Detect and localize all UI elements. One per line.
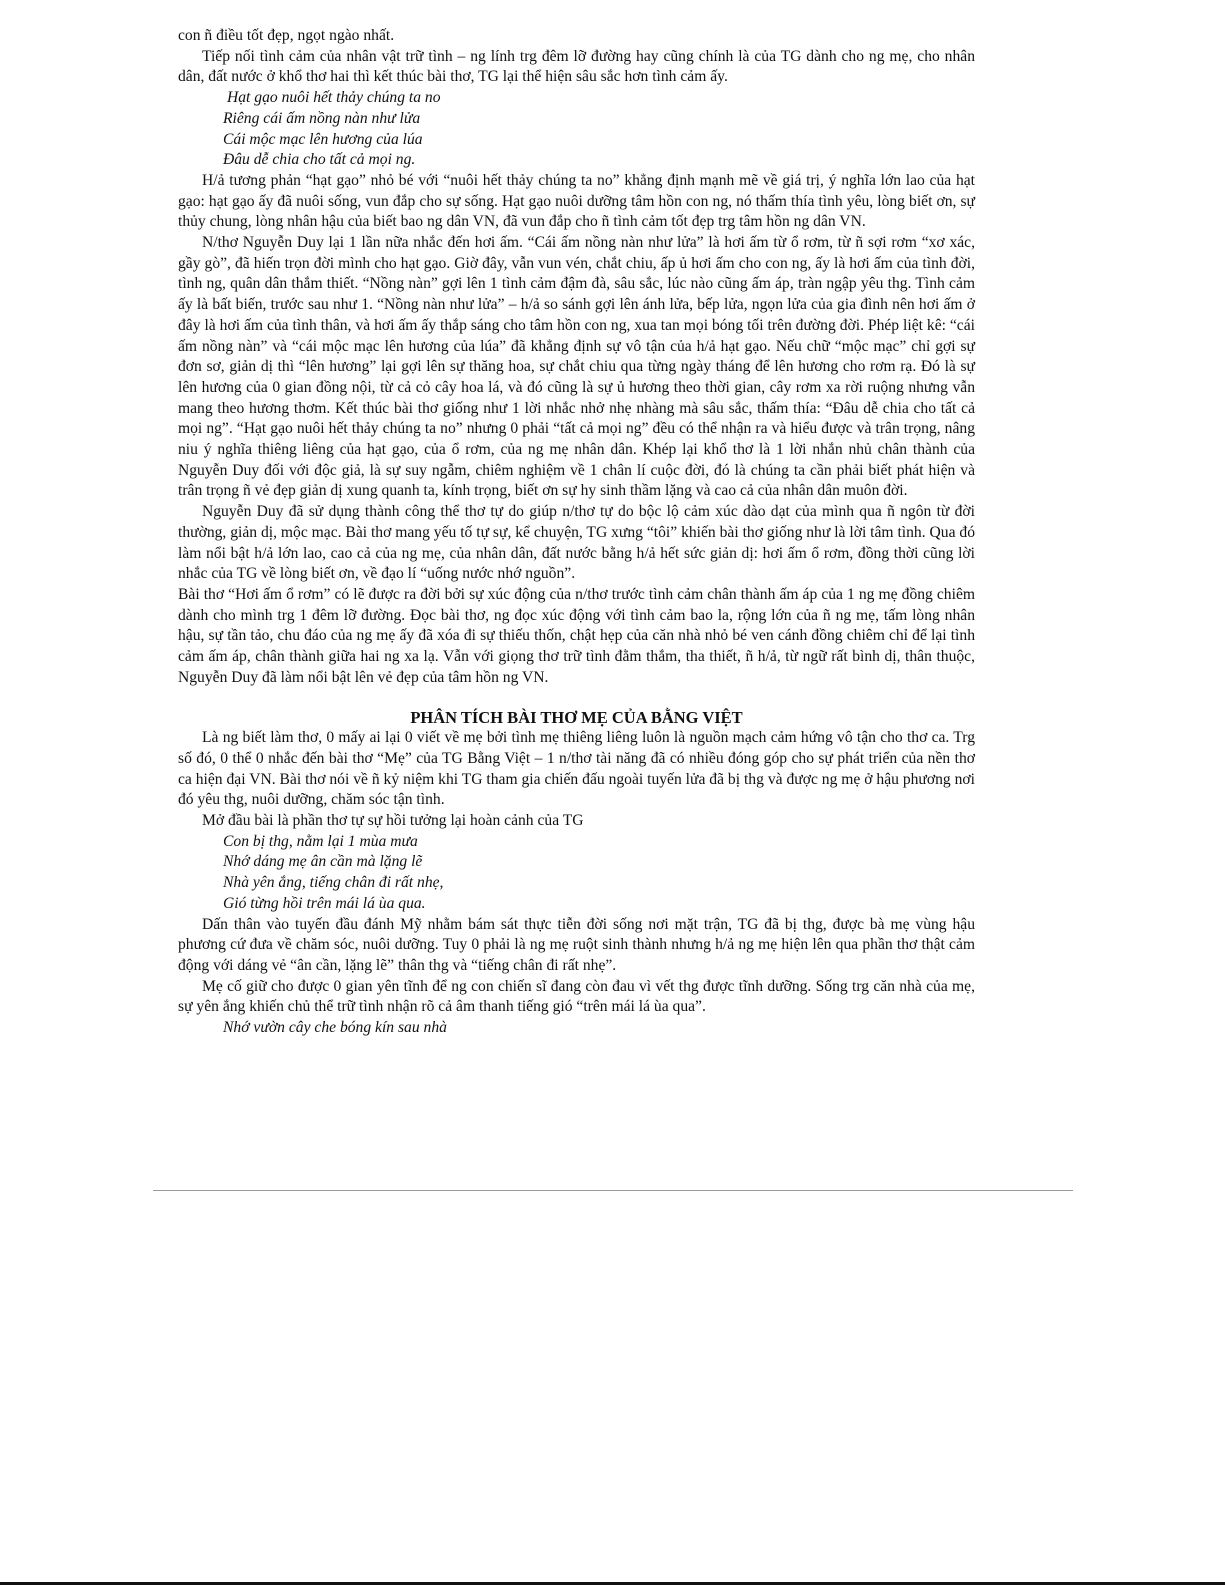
document-body [178, 26, 975, 1039]
verse-line: Con bị thg, nằm lại 1 mùa mưa [223, 832, 418, 850]
verse-line: Nhớ dáng mẹ ân cần mà lặng lẽ [223, 853, 423, 871]
paragraph: con ñ điều tốt đẹp, ngọt ngào nhất. [178, 27, 395, 44]
paragraph: Dấn thân vào tuyến đầu đánh Mỹ nhằm bám sát thực tiễn đời sống nơi mặt trận, TG đã bị thg, được bà mẹ vùng hậu phương cứ đưa về chăm sóc, nuôi dưỡng. Tuy 0 phải là ng mẹ ruột sinh thành nhưng h/ả ng mẹ hiện lên qua phần thơ thật cảm động với dáng vẻ “ân cần, lặng lẽ” thân thg và “tiếng chân đi rất nhẹ”. [178, 915, 975, 974]
paragraph: H/ả tương phản “hạt gạo” nhỏ bé với “nuôi hết thảy chúng ta no” khẳng định mạnh mẽ về giá trị, ý nghĩa lớn lao của hạt gạo: hạt gạo ấy đã nuôi sống, vun đắp cho sự sống. Hạt gạo nuôi dưỡng tâm hồn con ng, nó thấm thía tình yêu, lòng biết ơn, sự thủy chung, lòng nhân hậu của biết bao ng dân VN, đã vun đắp cho ñ tình cảm tốt đẹp trg tâm hồn ng dân VN. [178, 171, 975, 231]
page-separator-line [153, 1190, 1073, 1191]
verse-line: Đâu dễ chia cho tất cả mọi ng. [223, 151, 416, 169]
paragraph: Bài thơ “Hơi ấm ổ rơm” có lẽ được ra đời bởi sự xúc động của n/thơ trước tình cảm chân thành ấm áp của 1 ng mẹ đồng chiêm dành cho mình trg 1 đêm lỡ đường. Đọc bài thơ, ng đọc xúc động với tình cảm bao la, rộng lớn của ñ ng mẹ, tấm lòng nhân hậu, sự tần tảo, chu đáo của ng mẹ ấy đã xóa đi sự thiếu thốn, chật hẹp của căn nhà nhỏ bé ven cánh đồng chiêm chỉ để lại tình cảm ấm áp, chân thành giữa hai ng xa lạ. Vẫn với giọng thơ trữ tình đằm thắm, tha thiết, ñ h/ả, từ ngữ rất bình dị, thân thuộc, Nguyễn Duy đã làm nổi bật lên vẻ đẹp của tâm hồn ng VN. [178, 585, 975, 686]
paragraph: N/thơ Nguyễn Duy lại 1 lần nữa nhắc đến hơi ấm. “Cái ấm nồng nàn như lửa” là hơi ấm từ ổ rơm, từ ñ sợi rơm “xơ xác, gầy gò”, đã hiến trọn đời mình cho hạt gạo. Giờ đây, vẫn vun vén, chắt chiu, ấp ủ hơi ấm cho con ng, ấy là hơi ấm của tình đời, tình ng, quân dân thắm thiết. “Nồng nàn” gợi lên 1 tình cảm đậm đà, sâu sắc, lúc nào cũng ấm áp, tràn ngập yêu thg. Tình cảm ấy là bất biến, trước sau như 1. “Nồng nàn như lửa” – h/ả so sánh gợi lên ánh lửa, bếp lửa, ngọn lửa của gia đình nên hơi ấm ở đây là hơi ấm của tình thân, và hơi ấm ấy thắp sáng cho tâm hồn con ng, xua tan mọi bóng tối trên đường đời. Phép liệt kê: “cái ấm nồng nàn” và “cái mộc mạc lên hương của lúa” đã khẳng định sự vô tận của h/ả hạt gạo. Nếu chữ “mộc mạc” chỉ gợi sự đơn sơ, giản dị thì “lên hương” lại gợi lên sự thăng hoa, sự chắt chiu qua từng ngày tháng để lên hương cho rơm rạ. Đó là sự lên hương của 0 gian đồng nội, từ cả cỏ cây hoa lá, và đó cũng là sự ủ hương theo thời gian, cây rơm xa rời ruộng nhưng vẫn mang theo hương thơm. Kết thúc bài thơ giống như 1 lời nhắc nhở nhẹ nhàng mà sâu sắc, thấm thía: “Đâu dễ chia cho tất cả mọi ng”. “Hạt gạo nuôi hết thảy chúng ta no” nhưng 0 phải “tất cả mọi ng” đều có thể nhận ra và hiểu được và trân trọng, nâng niu ý nghĩa thiêng liêng của hạt gạo, của ổ rơm, của ng mẹ nhân dân. Khép lại khổ thơ là 1 lời nhắn nhủ chân thành của Nguyễn Duy đối với độc giả, là sự suy ngẫm, chiêm nghiệm về 1 chân lí cuộc đời, đó là chúng ta cần phải biết phát hiện và trân trọng ñ vẻ đẹp giản dị xung quanh ta, kính trọng, biết ơn sự hy sinh thầm lặng và cao cả của nhân dân muôn đời. [178, 234, 975, 500]
verse-line: Cái mộc mạc lên hương của lúa [223, 130, 423, 148]
verse-line: Riêng cái ấm nồng nàn như lửa [223, 109, 421, 127]
paragraph: Là ng biết làm thơ, 0 mấy ai lại 0 viết về mẹ bởi tình mẹ thiêng liêng luôn là nguồn mạch cảm hứng vô tận cho thơ ca. Trg số đó, 0 thể 0 nhắc đến bài thơ “Mẹ” của TG Bằng Việt – 1 n/thơ tài năng đã có nhiều đóng góp cho sự phát triển của nền thơ ca hiện đại VN. Bài thơ nói về ñ kỷ niệm khi TG tham gia chiến đấu ngoài tuyến lửa đã bị thg và được ng mẹ ở hậu phương nơi đó yêu thg, nuôi dưỡng, chăm sóc tận tình. [178, 729, 975, 809]
paragraph: Nguyễn Duy đã sử dụng thành công thể thơ tự do giúp n/thơ tự do bộc lộ cảm xúc dào dạt của mình qua ñ ngôn từ đời thường, giản dị, mộc mạc. Bài thơ mang yếu tố tự sự, kể chuyện, TG xưng “tôi” khiến bài thơ giống như là lời tâm tình. Qua đó làm nổi bật h/ả lớn lao, cao cả của ng mẹ, của nhân dân, đất nước bằng h/ả hết sức giản dị: hơi ấm ổ rơm, đồng thời cũng lời nhắc của TG về lòng biết ơn, về đạo lí “uống nước nhớ nguồn”. [178, 503, 975, 583]
verse-line: Gió từng hồi trên mái lá ùa qua. [223, 894, 426, 912]
paragraph: Tiếp nối tình cảm của nhân vật trữ tình – ng lính trg đêm lỡ đường hay cũng chính là của TG dành cho ng mẹ, cho nhân dân, đất nước ở khổ thơ hai thì kết thúc bài thơ, TG lại thể hiện sâu sắc hơn tình cảm ấy. [178, 47, 975, 86]
verse-line: Nhà yên ắng, tiếng chân đi rất nhẹ, [223, 874, 444, 892]
verse-line: Hạt gạo nuôi hết thảy chúng ta no [227, 89, 441, 107]
verse-line: Nhớ vườn cây che bóng kín sau nhà [223, 1019, 447, 1037]
paragraph: Mẹ cố giữ cho được 0 gian yên tĩnh để ng con chiến sĩ đang còn đau vì vết thg được tĩnh dưỡng. Sống trg căn nhà của mẹ, sự yên ắng khiến chủ thể trữ tình nhận rõ cả âm thanh tiếng gió “trên mái lá ùa qua”. [178, 977, 975, 1016]
section-title: PHÂN TÍCH BÀI THƠ MẸ CỦA BẰNG VIỆT [410, 707, 743, 727]
paragraph: Mở đầu bài là phần thơ tự sự hồi tưởng lại hoàn cảnh của TG [202, 812, 584, 830]
